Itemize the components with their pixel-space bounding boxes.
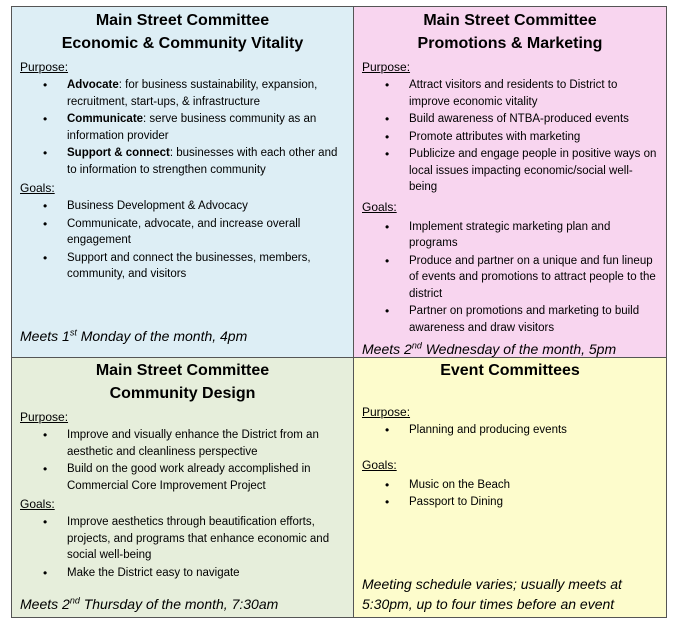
events-meets-line2: 5:30pm, up to four times before an event xyxy=(362,596,615,612)
item-bold: Support & connect xyxy=(67,147,170,159)
meets-suffix: Wednesday of the month, 5pm xyxy=(421,341,617,357)
list-item: • Publicize and engage people in positive ways on local issues impacting economic/social well-being xyxy=(354,146,666,196)
committee-grid xyxy=(11,6,667,618)
promotions-goals-list xyxy=(354,219,666,337)
promotions-title-line1: Main Street Committee xyxy=(423,12,597,29)
meets-prefix: Meets 1 xyxy=(20,328,70,344)
design-purpose-list xyxy=(12,427,353,494)
promotions-title-line2: Promotions & Marketing xyxy=(417,35,603,52)
promotions-marketing-cell xyxy=(354,7,666,358)
list-item: • Attract visitors and residents to District to improve economic vitality xyxy=(354,77,666,110)
events-meeting-schedule xyxy=(362,574,622,614)
list-item: • Passport to Dining xyxy=(354,494,666,511)
meets-sup: st xyxy=(69,327,77,338)
meets-suffix: Monday of the month, 4pm xyxy=(76,328,248,344)
list-item: • Produce and partner on a unique and fun lineup of events and promotions to attract people to the district xyxy=(354,253,666,303)
list-item: • Improve and visually enhance the District from an aesthetic and cleanliness perspective xyxy=(12,427,353,460)
design-purpose-label: Purpose: xyxy=(20,410,69,424)
economic-title-line2: Economic & Community Vitality xyxy=(61,35,304,52)
events-meets-line1: Meeting schedule varies; usually meets at xyxy=(362,576,622,592)
promotions-title xyxy=(354,9,666,55)
list-item: • Make the District easy to navigate xyxy=(12,565,353,582)
design-title-line1: Main Street Committee xyxy=(95,362,270,379)
events-goals-list xyxy=(354,477,666,511)
list-item: • Support and connect the businesses, members, community, and visitors xyxy=(12,250,353,283)
promotions-purpose-list xyxy=(354,77,666,196)
list-item xyxy=(12,77,353,110)
meets-suffix: Thursday of the month, 7:30am xyxy=(79,596,279,612)
list-item: • Improve aesthetics through beautification efforts, projects, and programs that enhance economic and social well-being xyxy=(12,514,353,564)
list-item: • Planning and producing events xyxy=(354,422,666,439)
design-title xyxy=(12,359,353,405)
events-purpose-label: Purpose: xyxy=(362,405,411,419)
economic-goals-label: Goals: xyxy=(20,181,55,195)
list-item xyxy=(12,111,353,144)
item-text: : businesses with each other and to information to strengthen community xyxy=(67,147,338,176)
item-text: : for business sustainability, expansion, recruitment, start-ups, & infrastructure xyxy=(67,79,318,108)
list-item: • Business Development & Advocacy xyxy=(12,198,353,215)
item-text: : serve business community as an information provider xyxy=(67,113,317,142)
promotions-purpose-label: Purpose: xyxy=(362,60,411,74)
list-item xyxy=(12,145,353,178)
list-item: • Build on the good work already accomplished in Commercial Core Improvement Project xyxy=(12,461,353,494)
community-design-cell xyxy=(12,358,354,617)
events-title: Event Committees xyxy=(440,362,580,379)
event-committees-cell xyxy=(354,358,666,617)
list-item: • Implement strategic marketing plan and programs xyxy=(354,219,666,252)
design-goals-list xyxy=(12,514,353,581)
list-item: • Partner on promotions and marketing to build awareness and draw visitors xyxy=(354,303,666,336)
economic-title xyxy=(12,9,353,55)
list-item: • Music on the Beach xyxy=(354,477,666,494)
item-bold: Communicate xyxy=(67,113,144,125)
economic-goals-list xyxy=(12,198,353,283)
meets-sup: nd xyxy=(69,595,80,606)
events-purpose-list xyxy=(354,422,666,439)
events-goals-label: Goals: xyxy=(362,457,397,472)
promotions-goals-label: Goals: xyxy=(362,199,397,214)
list-item: • Communicate, advocate, and increase overall engagement xyxy=(12,216,353,249)
meets-prefix: Meets 2 xyxy=(20,596,70,612)
list-item: • Build awareness of NTBA-produced events xyxy=(354,111,666,128)
meets-prefix: Meets 2 xyxy=(362,341,412,357)
design-title-line2: Community Design xyxy=(109,385,256,402)
economic-purpose-label: Purpose: xyxy=(20,60,69,74)
design-meeting-schedule xyxy=(20,594,278,614)
economic-title-line1: Main Street Committee xyxy=(95,12,270,29)
economic-vitality-cell xyxy=(12,7,354,358)
meets-sup: nd xyxy=(411,340,422,351)
design-goals-label: Goals: xyxy=(20,497,55,511)
economic-purpose-list xyxy=(12,77,353,178)
economic-meeting-schedule xyxy=(20,326,247,346)
item-bold: Advocate xyxy=(67,79,119,91)
list-item: • Promote attributes with marketing xyxy=(354,129,666,146)
promotions-meeting-schedule xyxy=(362,339,616,358)
